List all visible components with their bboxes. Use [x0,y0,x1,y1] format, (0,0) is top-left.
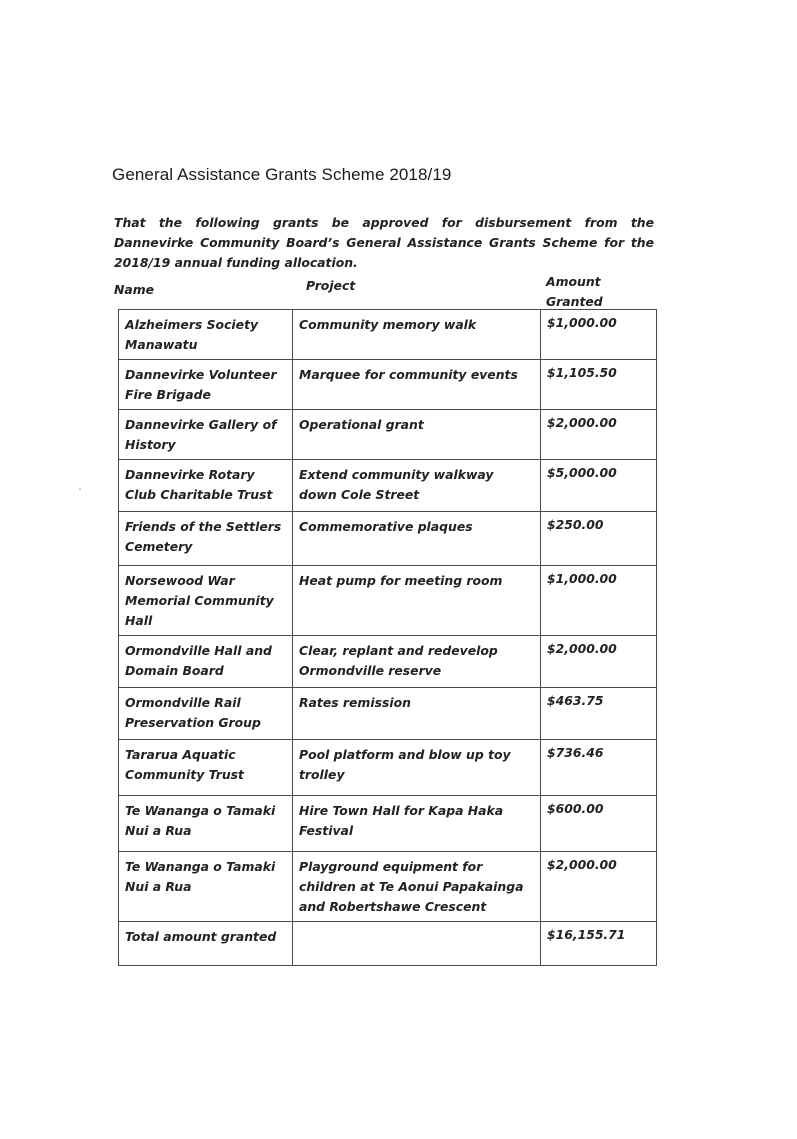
grant-name: Te Wananga o Tamaki Nui a Rua [119,852,293,922]
table-row [119,410,657,460]
grant-project: Heat pump for meeting room [293,566,541,636]
grant-name: Tararua Aquatic Community Trust [119,740,293,796]
grant-project: Clear, replant and redevelop Ormondville reserve [293,636,541,688]
total-label: Total amount granted [119,922,293,966]
grant-name: Friends of the Settlers Cemetery [119,512,293,566]
grant-name: Norsewood War Memorial Community Hall [119,566,293,636]
total-project [293,922,541,966]
grant-amount: $736.46 [541,740,657,796]
grant-project: Marquee for community events [293,360,541,410]
grant-name: Dannevirke Volunteer Fire Brigade [119,360,293,410]
grant-amount: $463.75 [541,688,657,740]
grant-amount: $1,105.50 [541,360,657,410]
grant-amount: $600.00 [541,796,657,852]
table-row [119,512,657,566]
grant-project: Operational grant [293,410,541,460]
total-row [119,922,657,966]
grant-amount: $2,000.00 [541,636,657,688]
table-row [119,636,657,688]
grant-project: Community memory walk [293,310,541,360]
table-row [119,566,657,636]
grant-name: Ormondville Hall and Domain Board [119,636,293,688]
column-header-project: Project [306,278,356,293]
table-row [119,688,657,740]
grant-amount: $5,000.00 [541,460,657,512]
grant-name: Alzheimers Society Manawatu [119,310,293,360]
grants-table [118,309,657,966]
intro-paragraph: That the following grants be approved for disbursement from the Dannevirke Community Board’s General Assistance Grants Scheme for the 2018/19 annual funding allocation. [114,215,654,270]
grant-amount: $250.00 [541,512,657,566]
table-row [119,852,657,922]
table-row [119,310,657,360]
grant-amount: $1,000.00 [541,566,657,636]
table-row [119,460,657,512]
grant-project: Extend community walkway down Cole Street [293,460,541,512]
total-amount: $16,155.71 [541,922,657,966]
page-title: General Assistance Grants Scheme 2018/19 [112,165,452,184]
table-row [119,796,657,852]
table-row [119,360,657,410]
grant-project: Pool platform and blow up toy trolley [293,740,541,796]
grant-project: Hire Town Hall for Kapa Haka Festival [293,796,541,852]
grant-project: Playground equipment for children at Te Aonui Papakainga and Robertshawe Crescent [293,852,541,922]
column-header-amount [546,272,616,312]
column-header-name: Name [114,282,155,297]
grant-name: Dannevirke Gallery of History [119,410,293,460]
scan-speck [79,488,81,490]
grant-amount: $2,000.00 [541,852,657,922]
grant-name: Ormondville Rail Preservation Group [119,688,293,740]
grant-name: Dannevirke Rotary Club Charitable Trust [119,460,293,512]
grant-project: Rates remission [293,688,541,740]
table-row [119,740,657,796]
grant-project: Commemorative plaques [293,512,541,566]
grant-amount: $2,000.00 [541,410,657,460]
grant-amount: $1,000.00 [541,310,657,360]
column-header-amount-label: Amount Granted [546,274,603,309]
grant-name: Te Wananga o Tamaki Nui a Rua [119,796,293,852]
